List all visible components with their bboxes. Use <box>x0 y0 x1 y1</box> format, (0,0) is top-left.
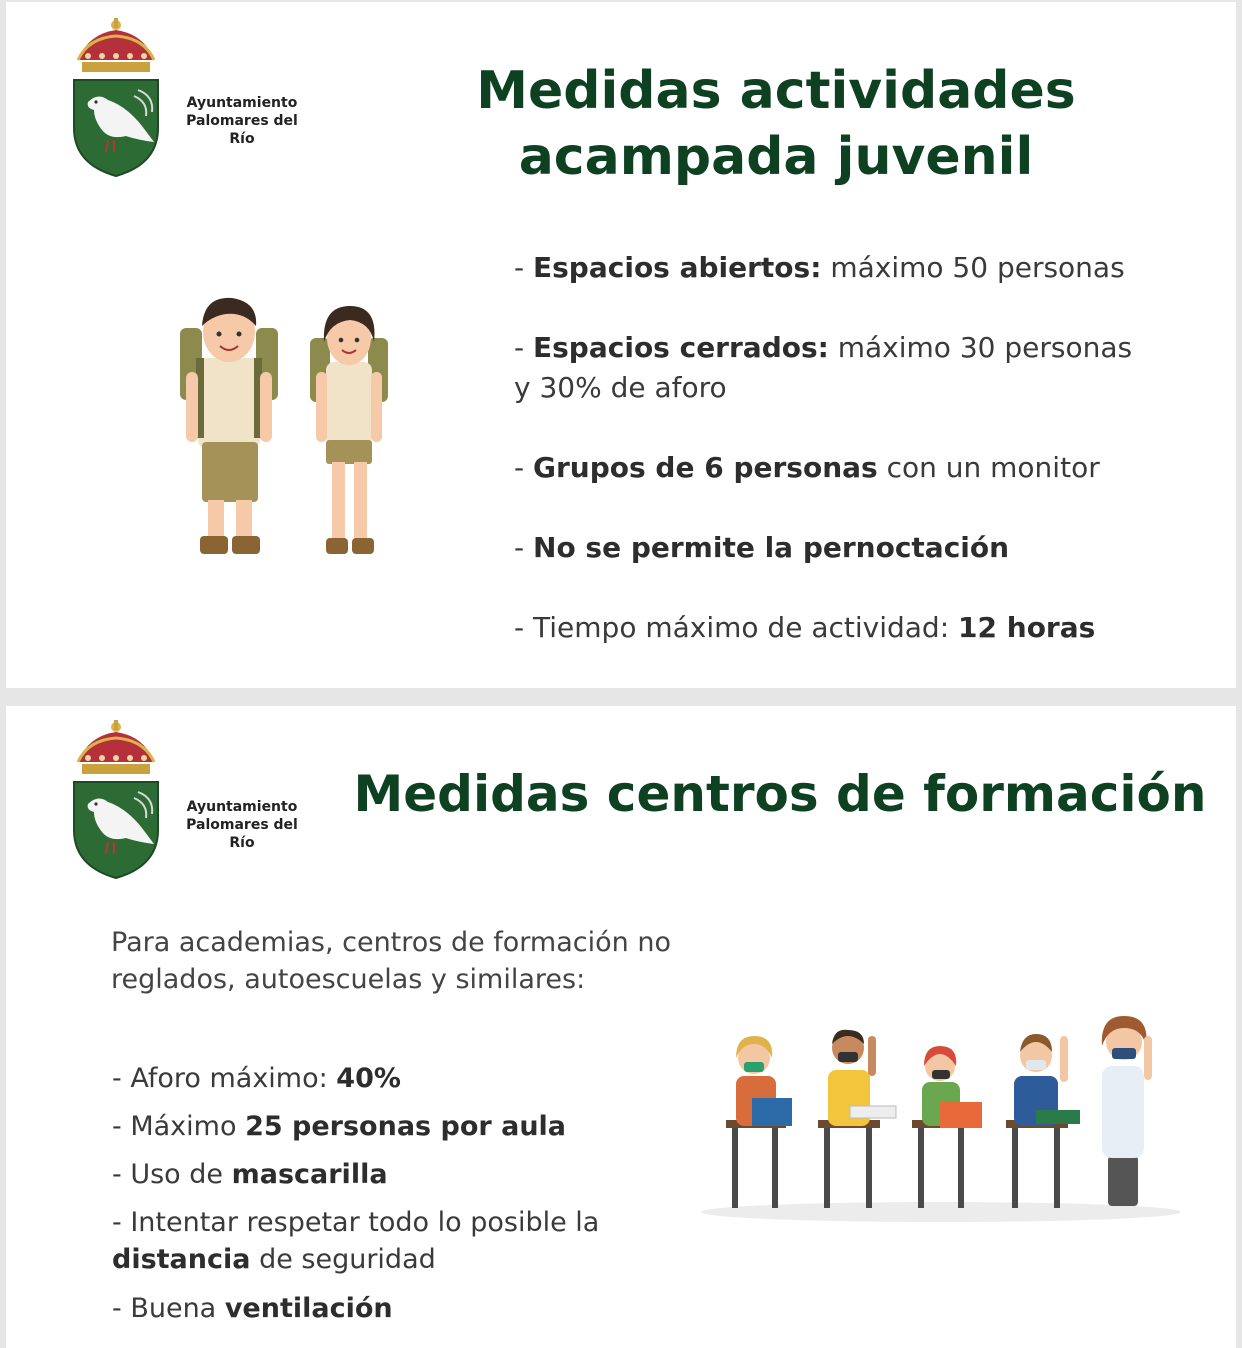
hikers-illustration <box>174 292 394 570</box>
org-line-2: Palomares del Río <box>186 113 298 147</box>
title-line-1: Medidas actividades <box>476 61 1076 121</box>
town-name <box>174 94 310 148</box>
bullet-mask: - Uso de mascarilla <box>112 1159 388 1190</box>
page-title: Medidas centros de formación <box>353 765 1207 823</box>
bullet-closed-spaces: - Espacios cerrados: máximo 30 personas y 30% de aforo <box>514 331 1133 404</box>
bullet-capacity: - Aforo máximo: 40% <box>112 1063 401 1094</box>
title-line-2: acampada juvenil <box>518 127 1034 187</box>
bullet-open-spaces: - Espacios abiertos: máximo 50 personas <box>514 251 1125 284</box>
org-line-1: Ayuntamiento <box>186 799 298 815</box>
bullet-ventilation: - Buena ventilación <box>112 1293 393 1324</box>
town-name <box>174 798 310 852</box>
bullet-max-per-room: - Máximo 25 personas por aula <box>112 1111 567 1142</box>
page-title <box>456 58 1096 190</box>
intro-text: Para academias, centros de formación no reglados, autoescuelas y similares: <box>111 927 671 995</box>
org-line-1: Ayuntamiento <box>186 95 298 111</box>
classroom-illustration <box>696 1006 1186 1226</box>
slide-camping <box>6 2 1236 688</box>
bullet-max-time: - Tiempo máximo de actividad: 12 horas <box>514 611 1096 644</box>
bullet-distance: - Intentar respetar todo lo posible la distancia de seguridad <box>112 1207 600 1275</box>
slide-training-centres <box>6 706 1236 1348</box>
town-crest-logo <box>68 718 164 880</box>
org-line-2: Palomares del Río <box>186 817 298 851</box>
town-crest-logo <box>68 16 164 178</box>
bullet-groups: - Grupos de 6 personas con un monitor <box>514 451 1100 484</box>
bullet-no-overnight: - No se permite la pernoctación <box>514 531 1010 564</box>
